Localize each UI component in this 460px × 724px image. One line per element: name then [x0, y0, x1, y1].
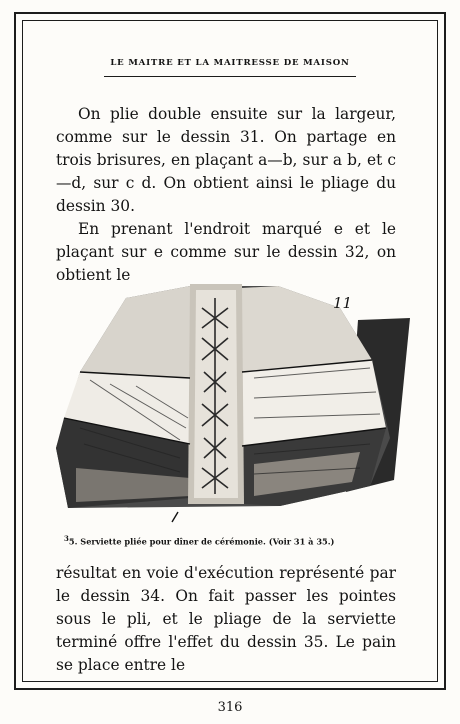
body-text-bottom — [56, 562, 396, 677]
caption-number: 5. — [68, 536, 78, 547]
napkin-illustration — [40, 268, 430, 530]
figure-caption — [64, 534, 404, 547]
running-head: LE MAITRE ET LA MAITRESSE DE MAISON — [110, 58, 350, 68]
body-text-top — [56, 103, 396, 287]
header-rule — [104, 76, 356, 77]
paragraph-2: En prenant l'endroit marqué e et le plaçant sur e comme sur le dessin 32, on obtient le — [56, 220, 396, 284]
paragraph-1: On plie double ensuite sur la largeur, comme sur le dessin 31. On partage en trois brisures, en plaçant a—b, sur a b, et c—d, sur c d. On obtient ainsi le pliage du dessin 30. — [56, 105, 396, 215]
paragraph-3: résultat en voie d'exécution représenté par le dessin 34. On fait passer les pointes sous le pli, et le pliage de la serviette terminé offre l'effet du dessin 35. Le pain se place entre le — [56, 564, 396, 674]
caption-number-sup: 3 — [64, 534, 69, 543]
page-number: 316 — [217, 700, 243, 715]
figure-label: 11 — [333, 294, 353, 312]
caption-text: Serviette pliée pour dîner de cérémonie. (Voir 31 à 35.) — [80, 536, 335, 547]
